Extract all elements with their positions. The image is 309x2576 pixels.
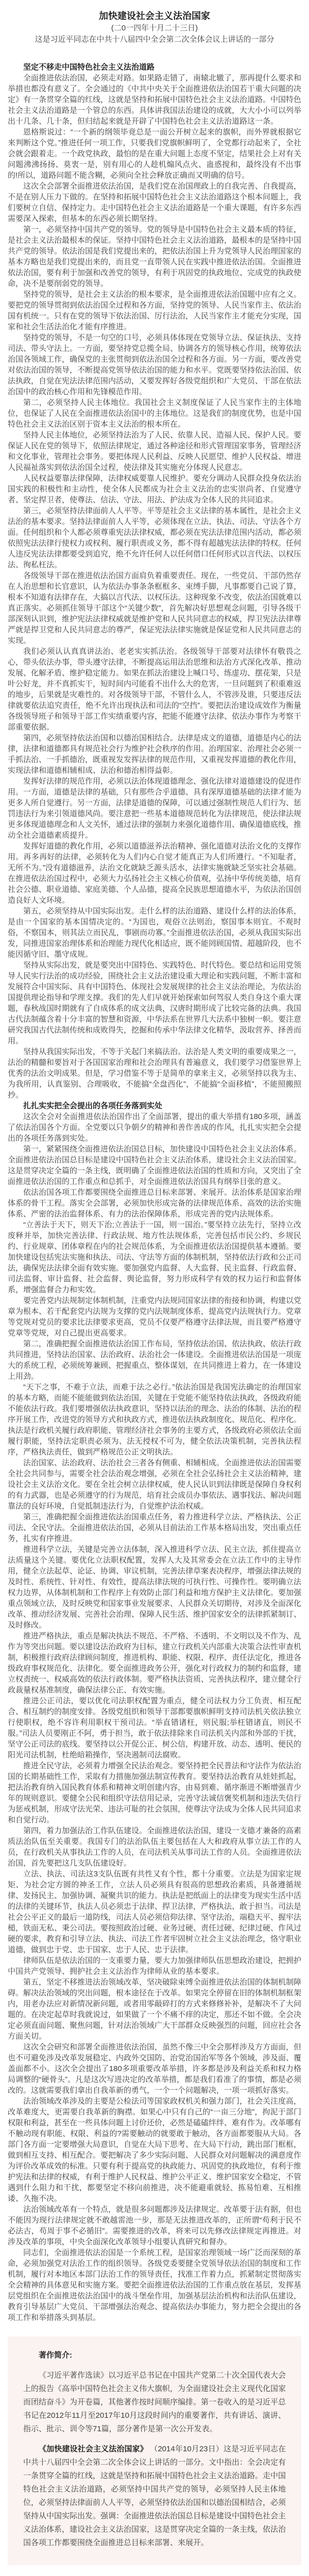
section-heading: 扎扎实实把全会提出的各项任务落到实处 [23,1101,163,1110]
paragraph: 法治领域改革涉及的主要是公检法司等国家政权机关和强力部门，社会关注度高，改革难度大，更需要自我革新的胸襟。如果心中只有自己的“一亩三分地”，拘泥于部门权限和利益，甚至在一些具体问题上讨价还价，必然是磕磕绊绊、难有作为。改革哪有不触动现有职能、权限、利益的?需要触动的就要敢于触动，各方面都要服从大局。各部门各方面一定要增强大局意识，自觉在大局下思考、在大局下行动，跳出部门框框，做到相互支持、相互配合。要把解决了多少实际问题、人民群众对问题解决的满意度作为评价改革成效的标准。只要有利于提高党的执政能力、巩固党的执政地位，有利于维护宪法和法律的权威，有利于维护人民权益、维护公平正义、维护国家安全稳定，不管遇到什么阻力和干扰，都要坚定不移向前推进，决不能避重就轻、拣易怕难、互相推诿、久拖不决。 [8,2097,302,2203]
paragraph: 全面推进依法治国，必须走对路。如果路走错了，南辕北辙了，那再提什么要求和举措也都没有意义了。全会通过的《中共中央关于全面推进依法治国若干重大问题的决定》有一条贯穿全篇的红线，这就是坚持和拓展中国特色社会主义法治道路。中国特色社会主义法治道路是一个管总的东西。具体讲我国法治建设的成就，大大小小可以列举出十几条、几十条，但归结起来就是开辟了中国特色社会主义法治道路这一条。 [8,74,302,126]
intro-box-heading: 著作简介: [39,2351,72,2360]
paragraph: 第五，坚定不移推进法治领域改革，坚决破除束缚全面推进依法治国的体制机制障碍。解决法治领域的突出问题，根本途径在于改革。如果完全停留在旧的体制机制框架内，用老办法应对新情况新问题，或者用零敲碎打的方式来修修补补，是解决不了大问题的。在决定起草时我就说过，如果做了一个不痛不痒的决定，那还不如不做。全会决定必须直面问题、聚焦问题，针对法治领域广大干部群众反映强烈的问题，回应社会各方面关切。 [8,1978,302,2041]
paragraph: 法治领域改革有一个特点，就是很多问题都涉及法律规定。改革要于法有据，但也不能因为现行法律规定就不敢越雷池一步，那是无法推进改革的，正所谓“苟利于民不必法古，苟周于事不必循旧”。需要推进的改革，将来可以先修改法律规定再推进。对涉及改革的事项，中央全面深化改革领导小组要认真研究和督办。 [8,2205,302,2246]
paragraph: 第一，必须坚持中国共产党的领导。党的领导是中国特色社会主义最本质的特征，是社会主义法治最根本的保证。坚持中国特色社会主义法治道路，最根本的是坚持中国共产党的领导。依法治国是我们党提出来的，把依法治国上升为党领导人民治理国家的基本方略也是我们党提出来的，而且党一直带领人民在实践中推进依法治国。全面推进依法治国，要有利于加强和改善党的领导，有利于巩固党的执政地位、完成党的执政使命，决不是要削弱党的领导。 [8,225,302,288]
paragraph: 第四，必须坚持依法治国和以德治国相结合。法律是成文的道德，道德是内心的法律，法律和道德都具有规范社会行为维护社会秩序的作用。治理国家、治理社会必须一手抓法治、一手抓德治，既重视发发挥法律的规范作用，又重视发挥道德的教化作用，实现法律和道德相辅相成、法治和德治相得益彰。 [8,734,302,775]
paragraph: 坚持党的领导，是社会主义法治的根本要求，是全面推进依法治国题中应有之义。要把党的领导贯彻到依法治国全过程和各方面，坚持党的领导、人民当家作主、依法治国有机统一。只有在党的领导下依法治国、厉行法治，人民当家作主才能充分实现，国家和社会生活法治化才能有序推进。 [8,290,302,331]
intro-box-paragraph: 《习近平著作选读》以习近平总书记在中国共产党第二十次全国代表大会上的报告《高举中国特色社会主义伟大旗帜，为全面建设社会主义现代化国家而团结奋斗》为开卷篇，其他著作按时间顺序编排。第一卷收入的是习近平总书记在2012年11月至2017年10月这段时间内的重要著作，共有讲话、演讲、指示、批示、训令等71篇，部分著作是第一次公开发表。 [23,2371,286,2433]
paragraph: 第二，必须坚持人民主体地位。我国社会主义制度保证了人民当家作主的主体地位，也保证了人民在全面推进依法治国中的主体地位。这是我们的制度优势，也是中国特色社会主义法治区别于资本主义法治的根本所在。 [8,398,302,429]
paragraph: 这次全会对全面推进依法治国作出了全面部署，提出的重大举措有180多项，涵盖了依法治国各个方面。全党要以只争朝夕的精神和善作善成的作风，扎扎实实把全会提出的各项任务落到实处。 [8,1112,302,1143]
paragraph: 发挥好道德的教化作用，必须以道德滋养法治精神、强化道德对法治文化的支撑作用。再多再好的法律，必须转化为人们内心自觉才能真正为人们所遵行。“不知耻者，无所不为。”没有道德滋养，法治文化就缺乏源头活水，法律实施就缺乏坚实社会基础。在推进依法治国过程中，必须大力弘扬社会主义核心价值观，弘扬中华传统美德，培育社会公德、职业道德、家庭美德、个人品德，提高全民族思想道德水平，为依法治国创造良好人文环境。 [8,842,302,905]
paragraph: 第四，着力加强法治工作队伍建设。全面推进依法治国，建设一支德才兼备的高素质法治队伍至关重要。我国专门的法治队伍主要包括在人大和政府从事立法工作的人员，在行政机关从事执法工作的人员，在司法机关从事司法工作的人员。全面推进依法治国，首先要把这几支队伍建设好。 [8,1826,302,1868]
intro-box-paragraph: 《加快建设社会主义法治国家》 （2014年10月23日）这是习近平同志在中共十八届四中全会第二次全体会议上讲话的一部分。文中指出：全会决定有一条贯穿全篇的红线，这就是坚持和拓展中国特色社会主义法治道路。走中国特色社会主义法治道路，必须坚持中国共产党的领导，必须坚持人民主体地位，必须坚持法律面前人人平等，必须坚持依法治国和以德治国相结合，必须坚持从中国实际出发。强调：全面推进依法治国总目标是建设中国特色社会主义法治体系，建设社会主义法治国家，这是贯穿决定全篇的一条主线，依法治国各项工作都要围绕全面推进总目标来部署、来展开。 [23,2445,286,2547]
paragraph: 推进公正司法，要以优化司法职权配置为重点，健全司法权力分工负责、相互配合、相互制约的制度安排。各级党组织和领导干部都要旗帜鲜明支持司法机关依法独立行使职权，绝不容许利用职权干预司法。“举直错诸枉，则民服;举枉错诸直，则民不服。”司法人员要刚正不阿，勇于担当，敢于依法排除来自司法机关内部和外部的干扰，坚守公正司法的底线。要坚持以公开促公正、树公信，构建开放、动态、透明、便民的阳光司法机制，杜绝暗箱操作，坚决遏制司法腐败。 [8,1697,302,1759]
paragraph: 坚持党的领导，不是一句空的口号，必须具体体现在党领导立法、保证执法、支持司法、带头守法上。一方面，要坚持党总揽全局、协调各方的领导核心作用，统筹依法治国各领域工作，确保党的主张贯彻到依法治国全过程和各方面。另一方面，要改善党对依法治国的领导，不断提高党领导依法治国的能力和水平。党既要坚持依法治国、依法执政，自觉在宪法法律范围内活动，又要发挥好各级党组织和广大党员、干部在依法治国中的政治核心作用和先锋模范作用。 [8,333,302,396]
paragraph: 要完善党内法规制定体制机制，注重党内法规同国家法律的衔接和协调，构建以党章为根本、若干配套党内法规为支撑的党内法规制度体系，提高党内法规执行力。党章等党规对党员的要求比法律要求更高，党员不仅要严格遵守法律法规，而且要严格遵守党章等党规，对自己提出更高要求。 [8,1296,302,1337]
paragraph: “立善法于天下，则天下治;立善法于一国，则一国治。”要坚持立法先行，坚持立改废释并举，加快完善法律、行政法规、地方性法规体系，完善包括市民公约、乡规民约、行业规章、团体章程在内的社会规范体系，为全面推进依法治国提供基本遵循。要加快建设包括宪法实施和执法、司法、守法等方面的体制机制，坚持依法行政和公正司法，确保宪法法律全面有效实施。要加强党内监督、人大监督、民主监督、行政监督、司法监督、审计监督、社会监督、舆论监督，努力形成科学有效的权力运行和监督体系，增强监督合力和实效。 [8,1221,302,1294]
paragraph: 推进科学立法，关键是完善立法体制，深入推进科学立法、民主立法，抓住提高立法质量这个关键。要优化立法职权配置，发挥人大及其常委会在立法工作中的主导作用，健全立法起草、论证、协调、审议机制，完善法律草案表决程序，增强法律法规的及时性、系统性、针对性、有效性，提高法律法规的可执行性、可操作性。要明确立法权力边界，从体制机制和工作程序上有效防止部门利益和地方保护主义法律化。要加强重点领域立法，及时反映党和国家事业发展要求、人民群众关切期待，对涉及全面深化改革、推动经济发展、完善社会治理、保障人民生活、维护国家安全的法律抓紧制订、及时修改。 [8,1545,302,1630]
book-intro-box [8,2336,301,2565]
intro-box-body [23,2369,286,2550]
paragraph: 推进严格执法，重点是解决执法不规范、不严格、不透明、不文明以及不作为、乱作为等突出问题。要以建设法治政府为目标，建立行政机关内部重大决策合法性审查机制，积极推行政府法律顾问制度，推进机构、职能、权限、程序、责任法定化，推进各级政府事权规范化、法律化。要全面推进政务公开，强化对行政权力的制约和监督，建立权责统一、权威高效的依法行政体制。要严格执法资质、完善执法程序，建立健全行政裁量权基准制度，确保法律公正、有效实施。 [8,1632,302,1694]
section-heading: 坚定不移走中国特色社会主义法治道路 [23,63,155,72]
paragraph: 人民权益要靠法律保障，法律权威要靠人民维护。要充分调动人民群众投身依法治国实践的积极性和主动性，使全体人民都成为社会主义法治的忠实崇尚者、自觉遵守者、坚定捍卫者，使尊法、信法、守法、用法、护法成为全体人民的共同追求。 [8,474,302,504]
paragraph: 法治国家、法治政府、法治社会三者各有侧重、相辅相成。全面推进依法治国需要全社会共同参与，需要全社会法治观念增强，必须在全社会弘扬社会主义法治精神，建设社会主义法治文化。要在全社会树立法律权威，使人民认识到法律既是保障自身权利的有力武器，也是必须遵守的行为规范，培育社会成员办事依法、遇事找法、解决问题靠法的良好环境，自觉抵制违法行为，自觉维护法治权威。 [8,1459,302,1511]
page-title: 加快建设社会主义法治国家 [99,11,210,21]
paragraph: 律师队伍是依法治国的一支重要力量，要大力加强律师队伍思想政治建设，把拥护中国共产党领导、拥护社会主义法治作为律师从业的基本要求。 [8,1956,302,1976]
paragraph: 坚持从实际出发，就是要突出中国特色、实践特色、时代特色。要总结和运用党领导人民实行法治的成功经验，围绕社会主义法治建设重大理论和实践问题，不断丰富和发展符合中国实际、具有中国特色、体现社会发展规律的社会主义法治理论，为依法治国提供理论指导和学理支撑。我们的先人们早就开始探索如何驾驭人类自身这个重大课题，春秋战国时期就有了自成体系的成文法典，汉唐时期形成了比较完备的法典。我国古代法制蕴含着十分丰富的智慧和资源，中华法系在世界几大法系中独树一帜。要注意研究我国古代法制传统和成败得失，挖掘和传承中华法律文化精华，汲取营养、择善而用。 [8,961,302,1045]
paragraph: 第一，紧紧围绕全面推进依法治国总目标，加快建设中国特色社会主义法治体系。全面推进依法治国总目标是建设中国特色社会主义法治体系，建设社会主义法治国家。这是贯穿决定全篇的一条主线，既明确了全面推进依法治国的性质和方向，又突出了全面推进依法治国的工作重点和总抓手，对全面推进依法治国具有纲举目张的意义。 [8,1145,302,1186]
paragraph: 这次全会研究和部署全面推进依法治国，虽然不像三中全会那样涉及方方面面，但也不可避免涉及改革发展稳定、内政外交国防、治党治国治军等各个领域，涉及面、覆盖面都不小。这次全会提出了180多项重要改革举措，许多都是涉及利益关系和权力格局调整的“硬骨头”。凡是这次写进决定的改革举措，都是我们看准了的事情，都是必须改的。这就需要我们拿出自我革新的勇气，一个一个问题解决，一项一项抓好落实。 [8,2043,302,2095]
paragraph: 恩格斯说过：“一个新的纲领毕竟总是一面公开树立起来的旗帜，而外界就根据它来判断这个党。”推进任何一项工作，只要我们党旗帜鲜明了，全党都行动起来了，全社会就会跟着走。一个政党执政，最怕的是在重大问题上态度不坚定，结果社会上对有关问题沸沸扬扬、莫衷一是，别有用心的人趁机煽风点火、蛊惑搅和，最终没有不出事的!所以，道路问题不能含糊，必须向全社会释放正确而又明确的信号。 [8,128,302,180]
paragraph: 坚持人民主体地位，必须坚持法治为了人民、依靠人民、造福人民、保护人民。要保证人民在党的领导下，依照法律规定，通过各种途径和形式管理国家事务，管理经济和文化事业，管理社会事务。要把体现人民利益、反映人民愿望、维护人民权益、增进人民福祉落实到依法治国全过程，使法律及其实施充分体现人民意志。 [8,431,302,472]
paragraph: 我们必须认认真真讲法治、老老实实抓法治。各级领导干部要对法律怀有敬畏之心，带头依法办事，带头遵守法律，不断提高运用法治思维和法治方式深化改革、推动发展、化解矛盾、维护稳定能力。如果在抓法治建设上喊口号、练虚功、摆花架，只是叶公好龙，并不真抓实干，短时间内可能看不出什么大的危害，一旦问题到了积重难返的地步，后果就是灾难性的。对各级领导干部，不管什么人，不管涉及谁，只要违反法律就要依法追究责任，绝不允许出现执法和司法的“空挡”。要把法治建设成效作为衡量各级领导班子和领导干部工作实绩重要内容，把能不能遵守法律、依法办事作为考察干部重要依据。 [8,647,302,732]
paragraph: 第三，必须坚持法律面前人人平等。平等是社会主义法律的基本属性，是社会主义法治的基本要求。坚持法律面前人人平等，必须体现在立法、执法、司法、守法各个方面。任何组织和个人都必须尊重宪法法律权威，都必须在宪法法律范围内活动，都必须依照宪法法律行使权力或权利、履行职责或义务，都不得有超越宪法法律的特权。任何人违反宪法法律都要受到追究，绝不允许任何人以任何借口任何形式以言代法、以权压法、徇私枉法。 [8,506,302,569]
paragraph: 这次全会部署全面推进依法治国，是我们党在治国理政上的自我完善、自我提高，不是在别人压力下做的。在坚持和拓展中国特色社会主义法治道路这个根本问题上，我们要树立自信、保持定力。走中国特色社会主义法治道路是一个重大课题，有许多东西需要深入探索，但基本的东西必须长期坚持。 [8,182,302,223]
paragraph: “天下之事，不难于立法，而难于法之必行。”依法治国是我国宪法确定的治理国家的基本方略，而能不能能做到依法治国，关键在于党能不能坚持依法执政，各级政府能不能依法行政。我们要增强依法执政意识，坚持以法治的理念、法治的体制、法治的程序开展工作，改进党的领导方式和执政方式，推进依法执政制度化、规范化、程序化。执法是行政机关履行政府职能、管理经济社会事务的主要方式，各级政府必须依法全面履行职能，坚持法定职责必须为、法无授权不可为，健全依法决策机制，完善执法程序，严格执法责任，做到严格规范公正文明执法。 [8,1383,302,1456]
paragraph: 坚持从我国实际出发，不等于关起门来搞法治。法治是人类文明的重要成果之一，法治的精髓和要旨对于各国国家治理和社会治理具有普遍意义，我们要学习借鉴世界上优秀的法治文明成果。但是，学习借鉴不等于是简单的拿来主义，必须坚持以我为主、为我所用，认真鉴别、合理吸收，不能搞“全盘西化”，不能搞“全面移植”，不能照搬照抄。 [8,1047,302,1099]
paragraph: 立法、执法、司法这3支队伍既有共性又有个性，都十分重要。立法是为国家定规矩、为社会定方圆的神圣工作，立法人员必须具有很高的思想政治素质，具备遵循规律、发扬民主、加强协调、凝聚共识的能力。执法是把纸面上的法律变为现实生活中活的法律的关键环节，执法人员必须忠于法律、捍卫法律，严格执法、敢于担当。司法是社会公平正义的最后一道防线，司法人员必须信仰法律、坚守法治，端稳天平、握牢法槌，铁面无私、秉公司法。要按照政治过硬、业务过硬、责任过硬、纪律过硬、作风过硬的要求，教育和引导立法、执法、司法工作者牢固树立社会主义法治理念，恪守职业道德，做到忠于党、忠于国家、忠于人民、忠于法律。 [8,1870,302,1954]
paragraph: 第二，准确把握全面推进依法治国工作布局，坚持依法治国、依法执政、依法行政共同推进，坚持法治国家、法治政府、法治社会一体建设。全面推进依法治国是一项庞大的系统工程，必须统筹兼顾、把握重点、整体谋划，在共同推进上着力，在一体建设上用劲。 [8,1340,302,1381]
article-date: (二0一四年十月二十三日) [111,24,198,32]
book-article-title-bold: 《加快建设社会主义法治国家》 [39,2445,148,2453]
article-body [8,62,301,2323]
article-subtitle: 这是习近平同志在中共十八届四中全会第二次全体会议上讲话的一部分 [35,35,274,44]
paragraph: 同志们，全面推进依法治国是一个系统工程，是国家治理领域一场广泛而深刻的革命，必须加强党对法治工作的组织领导。各级党委要健全党领导依法治国的制度和工作机制，履行对本地区本部门法治工作的领导责任，找准工作着力点，抓紧制定贯彻落实全会精神的具体意见和实施方案。要把全面推进依法治国的工作重点放在基层，发挥基层党组织在全面推进依法治国中的战斗堡垒作用，加强基层法治机构和法治队伍建设，教育引导基层广大党员、干部增强法治观念、提高依法办事能力，努力把全会提出的各项工作和举措落头到基层。 [8,2248,302,2322]
paragraph: 各级领导干部在推进依法治国方面肩负着重要责任。现在，一些党员、干部仍然存在人治思想和长官意识，认为依法办事条条框框多、束缚手脚，凡事都要自己说了算，根本不知道有法律存在，大搞以言代法、以权压法。这种现象不改变，依法治国就难以真正落实。必须抓住领导干部这个“关键少数”，首先解决好思想观念问题，引导各级干部深刻认识到，维护宪法法律权威就是维护党和人民共同意志的权威，捍卫宪法法律尊严就是捍卫党和人民共同意志的尊严，保证宪法法律实施就是保证党和人民共同意志的实现。 [8,571,302,645]
paragraph: 依法治国各项工作都要围绕全面推进总目标来部署、来展开。法治体系是国家治理体系的骨干工程。落实全会部署，必须加快形成完备的法律规范体系、高效的法治实施体系、严密的法治监督体系、有力的法治保障体系，形成完善的党内法规体系。 [8,1188,302,1218]
paragraph: 发挥好法律的规范作用，必须以法治体现道德理念、强化法律对道德建设的促进作用。一方面，道德是法律的基础，只有那些合乎道德、具有深厚道德基础的法律才能为更多人所自觉遵行。另一方面，法律是道德的保障，可以通过强制性规范人们行为、惩罚违法行为来引领道德风尚。要注意把一些基本道德规范转化为法律规范，使法律法规更多体现道德理念和人文关怀，通过法律的强制力来强化道德作用、确保道德底线，推动全社会道德素质提升。 [8,777,302,840]
paragraph: 第三，准确把握全面推进依法治国重点任务，着力推进科学立法、严格执法、公正司法、全民守法。全面推进依法治国，必须从目前法治工作基本格局出发，突出重点任务，扎实有序推进。 [8,1513,302,1543]
paragraph: 推进全民守法，必须着力增强全民法治观念。要坚持把全民普法和守法作为依法治国的长期基础性工作，采取有力措施加强法制宣传教育。要坚持法治教育从娃娃抓起，把法治教育纳入国民教育体系和精神文明创建内容，由易到难、循序渐进不断增强青少年的规则意识。要健全公民和组织守法信用记录，完善守法诚信褒奖机制和违法失信行为惩戒机制，形成守法光荣、违法可耻的社会氛围，使尊法守法成为全体人民共同追求和自觉行动。 [8,1761,302,1824]
paragraph: 第五，必须坚持从中国实际出发。走什么样的法治道路、建设什么样的法治体系，是由一个国家的基本国情决定的。“为国也，观俗立法则治，察国事本则宜。不观时俗，不察国本，则其法立而民乱，事剧而功寡。”全面推进依法治国，必须从我国实际出发，同推进国家治理体系和治理能力现代化相适应，既不能罔顾国情、超越阶段，也不能因循守旧、墨守成规。 [8,907,302,959]
